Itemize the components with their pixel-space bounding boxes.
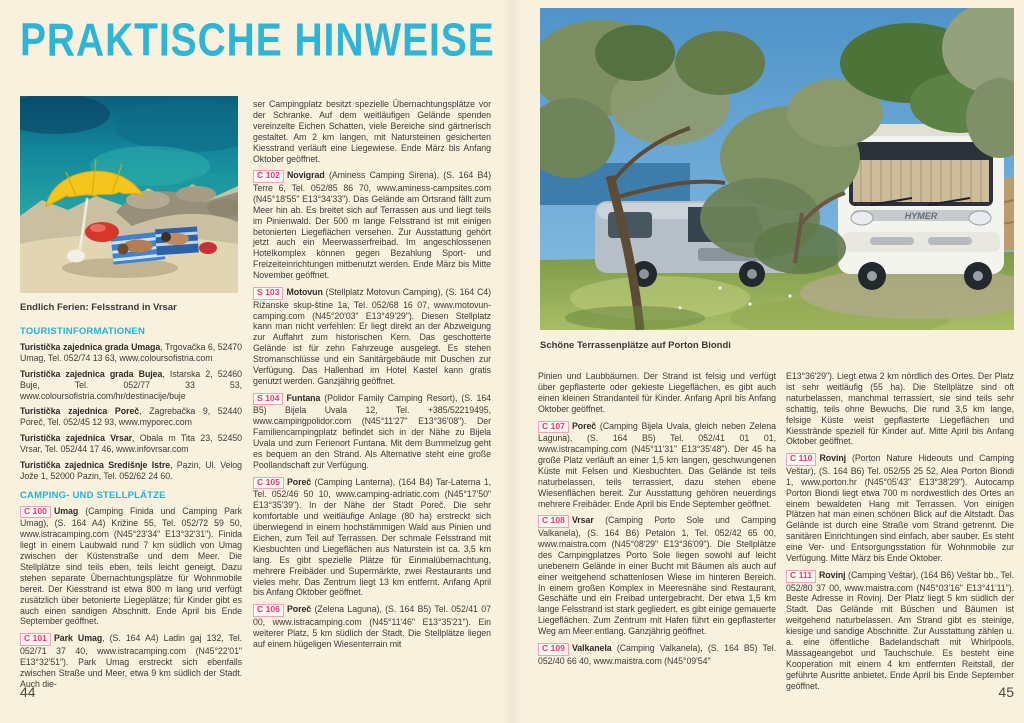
camp-entry-c102 bbox=[253, 170, 491, 281]
entry-text: (Stellplatz Motovun Camping), (S. 164 C4) Rižanske skup-štine 1a, Tel. 052/68 16 07, www.motovun-camping.com (N45°20'03" E13°49'29"). Diesen Stellplatz kann man nicht verfehlen: Er liegt direkt an der Abzweigung zur Auffahrt zum historischen Kern. Das geschotterte Gelände ist für zehn Fahrzeuge ausgelegt. Es stehen Stromanschlüsse und ein Sanitärgebäude mit Duschen zur Verfügung. Das Hallenbad im Hotel Kastel kann gratis genutzt werden. Ganzjährig geöffnet. bbox=[253, 287, 491, 386]
entry-text: (Camping Veštar), (164 B6) Veštar bb., Tel. 052/80 37 00, www.maistra.com (N45°03'16" E13°41'11"). Beste Adresse in Rovinj. Der Platz liegt 5 km südlich der Stadt. Das Gelände mit Büschen und Bäumen ist weitgehend naturbelassen. Am Strand gibt es steinige, kiesige und sandige Abschnitte. Zur Ausstattung zählen u. a. eine öffentliche Badelandschaft mit Whirlpools, Massageangebot und Tauchschule. Es besteht eine Kooperation mit einem 4 km entfernten Reitstall, der geführte Ausritte anbietet. Ende April bis Ende September geöffnet. bbox=[786, 570, 1014, 691]
tourist-entry-details: , Istarska 2, 52460 Buje, Tel. 052/77 33 53, www.coloursofistria.com/hr/destinacije/buje bbox=[20, 368, 242, 401]
entry-name: Vrsar bbox=[571, 515, 594, 526]
page45-column2 bbox=[786, 371, 1014, 698]
camp-entry-c111 bbox=[786, 570, 1014, 692]
entry-badge: C 102 bbox=[253, 170, 284, 183]
beach-photo bbox=[20, 96, 238, 293]
camp-entry-c107 bbox=[538, 421, 776, 510]
entry-text: , (S. 164 A4) Ladin gaj 132, Tel. 052/71 37 40, www.istracamping.com (N45°22'01" E13°32'51"). Park Umag erstreckt sich ebenfalls zwischen Straße und Meer, etwa 9 km südlich der Stadt. Auch die- bbox=[20, 633, 242, 689]
continuation-text: ser Campingplatz besitzt spezielle Übernachtungsplätze vor der Schranke. Auf dem weitläufigen Gelände spenden vereinzelte Eichen Schatten, viele Bereiche sind gärtnerisch gestaltet. Am 2 km langen, mit Natursteinen gesicherten Kiesstrand verläuft eine Liegewiese. Ende März bis Anfang Oktober geöffnet. bbox=[253, 99, 491, 164]
entry-badge: C 109 bbox=[538, 643, 569, 656]
beach-photo-illustration bbox=[20, 96, 238, 293]
camp-entry-c109 bbox=[538, 643, 776, 666]
entry-name: Valkanela bbox=[571, 643, 612, 654]
entry-text: (Porton Nature Hideouts und Camping Veštar), (S. 164 B6) Tel. 052/55 25 52, Alea Porton Biondi 1, www.porton.hr (N45°05'43" E13°38'29"). Autocamp Porton Biondi liegt etwa 700 m nordwestlich des Ortes an einem bewaldeten Hang mit Terrassen. Von einigen Plätzen hat man einen schönen Blick auf die Altstadt. Das Gelände ist durch eine Straße vom Strand getrennt. Die sanitären Einrichtungen sind einfach, aber sauber. Es steht eine Ver- und Entsorgungsstation für Wohnmobile zur Verfügung. Mitte März bis Ende Oktober. bbox=[786, 453, 1014, 564]
tourist-entry bbox=[20, 369, 242, 402]
section-header-touristinfo: TOURISTINFORMATIONEN bbox=[20, 326, 146, 337]
entry-text: (Camping Lanterna), (164 B4) Tar-Laterna 1, Tel. 052/46 50 10, www.camping-adriatic.com (N45°17'50" E13°35'39"). In der Nähe der Stadt Poreč. Die sehr komfortable und weitläufige Anlage (80 ha) erstreckt sich überwiegend in einem hochstämmigen Wald aus Pinien und Eichen, zum Teil auf Terrassen. Der schmale Felsstrand mit Kiesbuchten und Liegeflächen aus Naturstein ist ca. 3,5 km lang. Es gibt spezielle Plätze für Einmalübernachtung, mehrere Freibäder und Supermärkte, zwei Restaurants und vieles mehr. Das Zentrum liegt 13 km entfernt. Anfang April bis Anfang Oktober geöffnet. bbox=[253, 476, 491, 598]
entry-badge: C 107 bbox=[538, 421, 569, 434]
entry-text: (Camping Valkanela), (S. 164 B5) Tel. 052/40 66 40, www.maistra.com (N45°09'54" bbox=[538, 643, 776, 666]
entry-text: (Zelena Laguna), (S. 164 B5) Tel. 052/41 07 00, www.istracamping.com (N45°11'46" E13°35'21"). Ein weiterer Platz, 5 km südlich der Stadt. Die Stellplätze liegen auf einem hügeligen Wiesenterrain mit bbox=[253, 604, 491, 649]
entry-name: Umag bbox=[53, 505, 79, 516]
section-header-camping: CAMPING- UND STELLPLÄTZE bbox=[20, 489, 166, 501]
continuation-paragraph bbox=[786, 371, 1014, 447]
entry-badge: C 105 bbox=[253, 477, 284, 490]
entry-name: Rovinj bbox=[818, 570, 846, 580]
camp-entry-c101 bbox=[20, 633, 242, 689]
continuation-paragraph bbox=[253, 99, 491, 164]
camp-entry-c100 bbox=[20, 506, 242, 628]
page44-column1 bbox=[20, 327, 242, 695]
entry-text: (Aminess Camping Sirena), (S. 164 B4) Terre 6, Tel. 052/85 86 70, www.aminess-campsites.com (N45°18'55" E13°34'33"). Das Gelände am Ortsrand fällt zum Meer hin ab. Es breitet sich auf Terrassen aus und liegt teils im Pinienwald. Der 500 m lange Felsstrand ist mit einigen betonierten Liegeflächen versehen. Zur Ausstattung gehört jetzt auch ein Meerwasserfreibad. Im angeschlossenen Hotelkomplex können gegen Bezahlung Sport- und Freizeiteinrichtungen mitbenutzt werden. Ende März bis Mitte November geöffnet. bbox=[253, 170, 491, 281]
page45-column1 bbox=[538, 371, 776, 672]
entry-badge: S 103 bbox=[253, 287, 283, 300]
campsite-photo-caption: Schöne Terrassenplätze auf Porton Biondi bbox=[540, 340, 731, 351]
page44-column2 bbox=[253, 99, 491, 656]
tourist-entry-details: , Pazin, Ul. Velog Jože 1, 52000 Pazin, Tel. 052/62 24 60. bbox=[20, 460, 242, 481]
tourist-entry-details: , Trgovačka 6, 52470 Umag, Tel. 052/74 13 63, www.coloursofistria.com bbox=[20, 341, 242, 363]
entry-name: Motovun bbox=[286, 287, 323, 298]
beach-photo-caption: Endlich Ferien: Felsstrand in Vrsar bbox=[20, 302, 177, 313]
campsite-photo-illustration bbox=[540, 8, 1014, 330]
page-number-left: 44 bbox=[20, 684, 36, 700]
campsite-photo bbox=[540, 8, 1014, 330]
camp-entry-c108 bbox=[538, 515, 776, 637]
page-title: PRAKTISCHE HINWEISE bbox=[20, 14, 495, 66]
entry-badge: S 104 bbox=[253, 393, 283, 406]
entry-text: (Camping Finida und Camping Park Umag), (S. 164 A4) Križine 55, Tel. 052/72 59 50, www.istracamping.com (N45°23'34" E13°32'31"). Finida liegt in einem Laubwald rund 7 km südlich von Umag zwischen der Küstenstraße und dem Meer. Die Stellplätze sind teils eben, teils leicht geneigt. Dazu stehen separate Übernachtungsplätze für Wohnmobile bereit. Der Kiesstrand ist etwa 800 m lang und verfügt zusätzlich über betonierte Liegeplätze; für Kinder gibt es auch einen sandigen Abschnitt. Ende April bis Ende September geöffnet. bbox=[20, 505, 242, 627]
camp-entry-s104 bbox=[253, 393, 491, 471]
camp-entry-s103 bbox=[253, 287, 491, 387]
entry-badge: C 101 bbox=[20, 633, 51, 646]
continuation-text: E13°36'29"). Liegt etwa 2 km nördlich des Ortes. Der Platz ist sehr weitläufig (55 ha). Die Stellplätze sind oft naturbelassen, manchmal terrassiert, sie sind teils sehr schattig, teils ohne Bewuchs. Die rund 3,5 km lange, felsige Küste weist gepflasterte Liegeflächen und Kiesstrände speziell für Kinder auf. Mitte April bis Anfang Oktober geöffnet. bbox=[786, 371, 1014, 447]
tourist-entry-name: Turistička zajednica Središnje Istre bbox=[20, 460, 171, 471]
entry-text: (Camping Bijela Uvala, gleich neben Zelena Laguna), (S. 164 B5) Tel. 052/41 01 01, www.istracamping.com (N45°11'31" E13°35'48"). Der 45 ha große Platz verläuft an einer 1,5 km langen, geschwungenen Küste mit Felsen und Kiesbuchten. Das Gelände ist teils naturbelassen, teils terrassiert, dazu stehen ebene Wiesenflächen bereit. Zur Ausstattung gehören neuerdings mehrere Freibäder. Ende April bis Ende September geöffnet. bbox=[538, 420, 776, 509]
camp-entry-c110 bbox=[786, 453, 1014, 564]
entry-name: Novigrad bbox=[286, 170, 325, 181]
tourist-entry-name: Turistička zajednica Vrsar bbox=[20, 433, 133, 444]
camp-entry-c106 bbox=[253, 604, 491, 649]
tourist-entry-name: Turistička zajednica grada Umaga bbox=[20, 341, 161, 352]
tourist-entry bbox=[20, 342, 242, 364]
entry-name: Rovinj bbox=[819, 453, 847, 464]
entry-name: Funtana bbox=[286, 392, 321, 403]
page-number-right: 45 bbox=[998, 684, 1014, 700]
entry-name: Poreč bbox=[286, 476, 312, 487]
tourist-entry bbox=[20, 433, 242, 455]
tourist-entry-details: , Obala m Tita 23, 52450 Vrsar, Tel. 052/44 17 46, www.infovrsar.com bbox=[20, 433, 242, 455]
entry-badge: C 108 bbox=[538, 515, 569, 528]
entry-text: (Polidor Family Camping Resort), (S. 164 B5) Bijela Uvala 12, Tel. +385/52219495, www.campingpolidor.com (N45°11'27" E13°36'08"). Der Familiencampingplatz befindet sich in der Nähe zu Bijela Uvala und zum Ferienort Funtana. Mit dem Bummelzug geht es bequem an den Strand. Als Alternative steht eine große Poollandschaft zur Verfügung. bbox=[253, 392, 491, 470]
entry-badge: C 106 bbox=[253, 604, 284, 617]
red-bag bbox=[199, 242, 217, 254]
entry-name: Park Umag bbox=[53, 633, 103, 644]
entry-text: (Camping Porto Sole und Camping Valkanela), (S. 164 B6) Petalon 1, Tel. 052/42 65 00, www.maistra.com (N45°08'29" E13°36'09"). Die Stellplätze des Campingplatzes Porto Sole liegen sowohl auf leicht unebenem Gelände in einer Bucht mit Bäumen als auch auf einer weitgehend schattenlosen Wiese im hinteren Bereich. In einem großen Komplex in Meeresnähe sind Restaurant, Geschäfte und ein Freibad untergebracht. Der etwa 1,5 km lange Felsstrand ist stark gegliedert, es gibt einige gemauerte Liegeflächen. Zum Zentrum mit Hafen führt ein gepflasterter Weg am Meer entlang. Ganzjährig geöffnet. bbox=[538, 515, 776, 637]
page-gutter bbox=[503, 0, 521, 723]
entry-name: Poreč bbox=[571, 420, 597, 431]
entry-badge: C 111 bbox=[786, 570, 816, 583]
entry-name: Poreč bbox=[286, 604, 312, 615]
camp-entry-c105 bbox=[253, 477, 491, 599]
tourist-entry-details: , Zagrebačka 9, 52440 Poreč, Tel. 052/45 12 93, www.myporec.com bbox=[20, 406, 243, 428]
tourist-entry bbox=[20, 406, 242, 428]
hymer-logo: HYMER bbox=[904, 211, 938, 221]
entry-badge: C 110 bbox=[786, 453, 816, 466]
entry-badge: C 100 bbox=[20, 506, 51, 519]
tourist-entry-name: Turistička zajednica grada Bujea bbox=[20, 368, 163, 379]
continuation-text: Pinien und Laubbäumen. Der Strand ist felsig und verfügt über gepflasterte oder gekieste Liegeflächen, es gibt auch einen kleinen Strandanteil für Kinder. Anfang April bis Anfang Oktober geöffnet. bbox=[538, 371, 776, 414]
tourist-entry-name: Turistička zajednica Poreč bbox=[20, 406, 140, 417]
continuation-paragraph bbox=[538, 371, 776, 415]
tourist-entry bbox=[20, 460, 242, 482]
